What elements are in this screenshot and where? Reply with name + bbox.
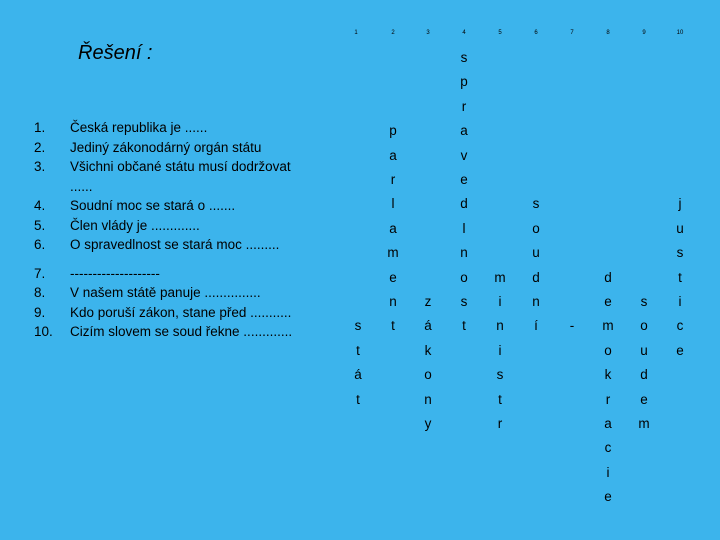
grid-letter: á [424,318,432,334]
clue-item [34,157,294,196]
grid-letter: e [640,391,648,407]
grid-letter: r [605,391,611,407]
grid-letter: r [390,172,396,187]
clue-number: 8. [34,285,46,300]
grid-letter: s [354,318,362,334]
grid-letter: á [354,367,362,383]
grid-letter: v [460,147,468,163]
grid-letter: n [424,391,432,407]
clue-item [34,216,294,236]
grid-letter: c [604,440,612,456]
clue-text: V našem státě panuje ............... [70,285,261,300]
grid-letter: n [460,245,468,261]
grid-letter: k [424,342,432,358]
clue-text: Člen vlády je ............. [70,217,200,233]
grid-letter: j [678,196,682,212]
grid-letter: d [640,367,648,383]
grid-letter: o [532,220,540,236]
clue-text: O spravedlnost se stará moc ......... [70,237,280,252]
grid-letter: s [460,294,468,309]
clue-item [34,303,294,323]
grid-letter: d [604,269,612,285]
clue-text: Všichni občané státu musí dodržovat ...... [70,159,291,194]
grid-letter: í [534,318,538,334]
grid-letter: u [676,220,684,236]
clue-text: Česká republika je ...... [70,120,208,135]
column-number: 9 [642,30,646,36]
grid-letter: s [496,367,504,383]
grid-letter: z [424,294,432,309]
grid-letter: e [676,342,684,358]
grid-letter: o [640,318,648,334]
clue-text: Kdo poruší zákon, stane před ........... [70,304,292,320]
clue-item [34,235,294,255]
clue-number: 1. [34,120,46,135]
grid-letter: e [604,294,612,309]
grid-letter: r [497,416,503,431]
grid-letter: u [532,245,540,261]
clue-number: 3. [34,159,46,174]
clue-number: 10. [34,324,53,339]
grid-letter: - [569,318,575,334]
column-number: 4 [462,30,466,36]
clue-item [34,138,294,158]
grid-letter: t [498,391,502,407]
grid-letter: a [604,416,612,431]
column-number: 8 [606,30,610,36]
grid-letter: s [532,196,540,212]
clue-number: 5. [34,217,46,233]
grid-letter: p [460,74,468,90]
grid-letter: y [424,416,432,431]
clue-item [34,264,294,284]
clue-number: 4. [34,198,46,213]
clue-item [34,283,294,303]
column-number: 5 [498,30,502,36]
grid-letter: a [389,147,397,163]
grid-letter: s [460,50,468,65]
grid-letter: t [356,342,360,358]
clue-item [34,118,294,138]
grid-letter: t [462,318,466,334]
grid-letter: o [424,367,432,383]
column-number: 7 [570,30,574,36]
clue-number: 6. [34,237,46,252]
grid-letter: n [532,294,540,309]
grid-letter: a [389,220,397,236]
grid-letter: m [602,318,614,334]
grid-letter: s [640,294,648,309]
grid-letter: s [676,245,684,261]
solution-title: Řešení : [78,42,153,64]
grid-letter: e [604,489,612,505]
grid-letter: d [532,269,540,285]
grid-letter: m [494,269,506,285]
clue-text: Jediný zákonodárný orgán státu [70,139,262,155]
grid-letter: i [498,294,502,309]
clue-text: Cizím slovem se soud řekne ............. [70,324,293,339]
grid-letter: u [640,342,648,358]
grid-letter: t [356,391,360,407]
grid-letter: e [460,172,468,187]
grid-letter: c [676,318,684,334]
clue-item [34,196,294,216]
grid-letter: t [391,318,395,334]
grid-letter: a [460,123,468,139]
grid-letter: o [604,342,612,358]
grid-letter: d [460,196,468,212]
grid-letter: i [498,342,502,358]
clue-number: 9. [34,304,46,320]
column-number: 6 [534,30,538,36]
grid-letter: l [391,196,395,212]
grid-letter: o [460,269,468,285]
grid-letter: r [461,98,467,114]
grid-letter: e [389,269,397,285]
grid-letter: n [389,294,397,309]
clue-text: -------------------- [70,265,160,281]
clue-number: 2. [34,139,46,155]
grid-letter: i [678,294,682,309]
clue-list [34,118,294,342]
grid-letter: k [604,367,612,383]
clue-item [34,322,294,342]
column-number: 1 [354,30,358,36]
grid-letter: i [606,464,610,480]
grid-letter: m [387,245,399,261]
grid-letter: n [496,318,504,334]
grid-letter: t [678,269,682,285]
grid-letter: m [638,416,650,431]
grid-letter: p [389,123,397,139]
grid-letter: l [462,220,466,236]
column-number: 10 [676,30,684,36]
clue-number: 7. [34,265,46,281]
column-number: 2 [391,30,395,36]
column-number: 3 [426,30,430,36]
clue-text: Soudní moc se stará o ....... [70,198,236,213]
